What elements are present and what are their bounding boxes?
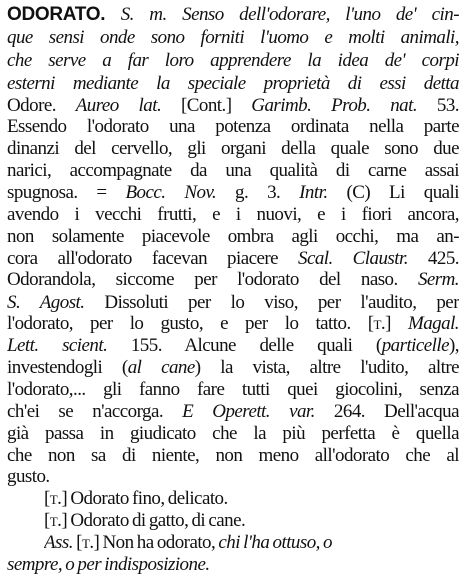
entry-text: [ — [44, 487, 50, 509]
entry-line — [44, 487, 459, 511]
entry-line — [7, 3, 459, 27]
entry-text: que sensi onde sono forniti l'uomo e molti animali, — [7, 27, 459, 49]
entry-text: cora all'odorato facevan piacere — [7, 247, 298, 269]
entry-line — [44, 531, 459, 555]
entry-text: [ — [72, 531, 82, 553]
entry-line — [7, 312, 459, 336]
entry-text: dinanzi del cervello, gli organi della quale sono due — [7, 137, 459, 159]
entry-line — [7, 400, 459, 424]
entry-text: non solamente piacevole ombra agli occhi, ma an- — [7, 226, 459, 248]
entry-text: che serve a far loro apprendere la idea de' corpi — [7, 49, 459, 71]
entry-text: esterni mediante la speciale proprietà di essi detta — [7, 73, 459, 95]
entry-line — [7, 72, 459, 96]
entry-line — [7, 444, 459, 468]
entry-text: ) la vista, altre l'udito, altre — [194, 357, 459, 379]
entry-text: ), — [449, 334, 459, 356]
entry-line — [7, 115, 459, 139]
entry-text: 264. Dell'acqua — [314, 400, 459, 422]
entry-text: Odore. — [7, 94, 76, 116]
entry-text: Garimb. Prob. nat. — [251, 94, 418, 116]
entry-line — [7, 159, 459, 183]
entry-text: al cane — [127, 357, 195, 379]
entry-line — [7, 94, 459, 118]
entry-text: ] Odorato fino, delicato. — [61, 487, 228, 509]
entry-text: ] — [385, 313, 408, 335]
entry-text: ] Non ha odorato, — [93, 531, 219, 553]
entry-line — [7, 553, 459, 577]
entry-text: t. — [373, 313, 386, 335]
entry-line — [7, 137, 459, 161]
headword: ODORATO. — [7, 3, 106, 25]
entry-text: 425. — [407, 247, 459, 269]
entry-line — [44, 509, 459, 533]
entry-text: Odorandola, siccome per l'odorato del naso. — [7, 269, 418, 291]
entry-line — [7, 203, 459, 227]
entry-text: t. — [49, 510, 62, 532]
entry-text: Serm. — [417, 269, 459, 291]
entry-line — [7, 291, 459, 315]
entry-text: ch'ei se n'accorga. — [7, 400, 183, 422]
entry-text: chi l'ha ottuso, o — [218, 531, 333, 553]
entry-line — [7, 422, 459, 446]
entry-text: Bocc. Nov. — [125, 182, 217, 204]
entry-text: [Cont.] — [161, 94, 252, 116]
entry-text: t. — [49, 487, 62, 509]
entry-text: 155. Alcune delle quali ( — [107, 334, 382, 356]
entry-text: Lett. scient. — [7, 334, 108, 356]
entry-text: Intr. — [299, 182, 328, 204]
entry-text: particelle — [381, 334, 450, 356]
entry-text: avendo i vecchi frutti, e i nuovi, e i fiori ancora, — [7, 203, 459, 225]
entry-text: spugnosa. = — [7, 182, 126, 204]
entry-text: E Operett. var. — [182, 400, 315, 422]
entry-line — [7, 378, 459, 402]
entry-text: t. — [81, 531, 94, 553]
entry-text: S. Agost. — [7, 291, 85, 313]
entry-text: gusto. — [7, 466, 50, 488]
entry-line — [7, 465, 459, 489]
entry-text: Aureo lat. — [75, 94, 162, 116]
entry-text: Essendo l'odorato una potenza ordinata nella parte — [7, 116, 459, 138]
entry-text: Ass. — [44, 531, 73, 553]
entry-text: l'odorato, per lo gusto, e per lo tatto. [ — [7, 313, 374, 335]
entry-line — [7, 49, 459, 73]
entry-line — [7, 225, 459, 249]
entry-line — [7, 356, 459, 380]
entry-text: investendogli ( — [7, 357, 128, 379]
entry-line — [7, 247, 459, 271]
entry-text: ] Odorato di gatto, di cane. — [61, 510, 246, 532]
entry-line — [7, 181, 459, 205]
entry-text: già passa in giudicato che la più perfetta è quella — [7, 423, 459, 445]
entry-text: sempre, o per indisposizione. — [7, 554, 210, 576]
entry-text: Dissoluti per lo viso, per l'audito, per — [84, 291, 459, 313]
entry-text: 53. — [417, 94, 459, 116]
entry-text: (C) Li quali — [327, 182, 459, 204]
entry-text: g. 3. — [216, 182, 300, 204]
entry-text: [ — [44, 510, 50, 532]
entry-text: che non sa di niente, non meno all'odorato che al — [7, 444, 459, 466]
entry-text: S. m. Senso dell'odorare, l'uno de' cin- — [105, 3, 459, 25]
entry-line — [7, 26, 459, 50]
entry-text: narici, accompagnate da una qualità di carne assai — [7, 160, 459, 182]
entry-text: l'odorato,... gli fanno fare tutti quei giocolini, senza — [7, 379, 459, 400]
entry-text: Scal. Claustr. — [298, 247, 408, 269]
entry-line — [7, 334, 459, 358]
entry-line — [7, 268, 459, 292]
entry-text: Magal. — [407, 313, 459, 335]
